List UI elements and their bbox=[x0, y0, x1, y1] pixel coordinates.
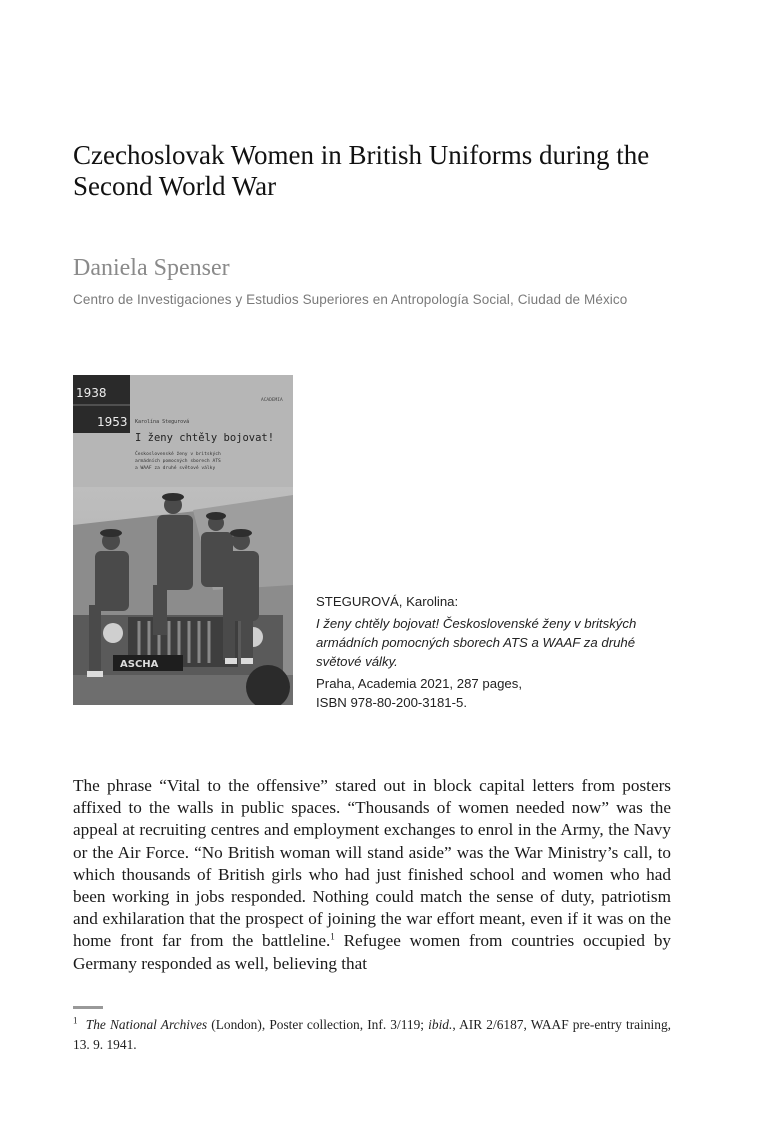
article-title: Czechoslovak Women in British Uniforms during the Second World War bbox=[73, 140, 650, 201]
cover-year-top: 1938 bbox=[76, 386, 107, 400]
cover-subtitle-2: armádních pomocných sborech ATS bbox=[135, 459, 221, 464]
body-text-after-note: Refugee women from countries occupied by Germany responded as well, believing that bbox=[73, 931, 672, 973]
cover-subtitle-3: a WAAF za druhé světové války bbox=[135, 466, 216, 471]
reviewed-author: STEGUROVÁ, Karolina: bbox=[316, 594, 459, 609]
cover-title: I ženy chtěly bojovat! bbox=[135, 432, 275, 444]
footnote-number: 1 bbox=[73, 1015, 78, 1026]
cover-publisher: ACADEMIA bbox=[261, 398, 283, 403]
cover-author: Karolína Stegurová bbox=[135, 419, 190, 425]
author-affiliation: Centro de Investigaciones y Estudios Superiores en Antropología Social, Ciudad de México bbox=[73, 292, 628, 307]
book-review-caption bbox=[316, 592, 676, 712]
reviewed-book-title: I ženy chtěly bojovat! Československé ženy v britských armádních pomocných sborech ATS a WAAF za druhé světové války. bbox=[316, 616, 637, 669]
body-text-before-note: The phrase “Vital to the offensive” stared out in block capital letters from posters affixed to the walls in public spaces. “Thousands of women needed now” was the appeal at recruiting centres and employment exchanges to enrol in the Army, the Navy or the Air Force. “No British woman will stand aside” was the War Ministry’s call, to which thousands of British girls who had just finished school and women who had been working in jobs responded. Nothing could match the sense of duty, patriotism and exhilaration that the prospect of joining the war effort meant, even if it was on the home front far from the battleline. bbox=[73, 776, 671, 951]
footnote-text-b: , AIR 2/6187, WAAF pre-entry training, 13. 9. 1941. bbox=[73, 1017, 671, 1052]
body-paragraph bbox=[73, 775, 671, 975]
footnote-divider bbox=[73, 1006, 103, 1009]
footnote-archive: The National Archives bbox=[85, 1017, 208, 1032]
footnote-text-a: (London), Poster collection, Inf. 3/119; bbox=[207, 1017, 429, 1032]
cover-plate: ASCHA bbox=[120, 659, 159, 670]
cover-subtitle-1: Československé ženy v britských bbox=[135, 452, 221, 457]
footnote bbox=[73, 1015, 671, 1055]
book-cover-image bbox=[73, 375, 293, 705]
publication-info: Praha, Academia 2021, 287 pages, bbox=[316, 676, 523, 691]
cover-year-bottom: 1953 bbox=[97, 415, 128, 429]
footnote-reference[interactable]: 1 bbox=[330, 931, 335, 942]
author-name: Daniela Spenser bbox=[73, 255, 230, 281]
footnote-ibid: ibid. bbox=[428, 1017, 453, 1032]
isbn: ISBN 978-80-200-3181-5. bbox=[316, 695, 468, 710]
